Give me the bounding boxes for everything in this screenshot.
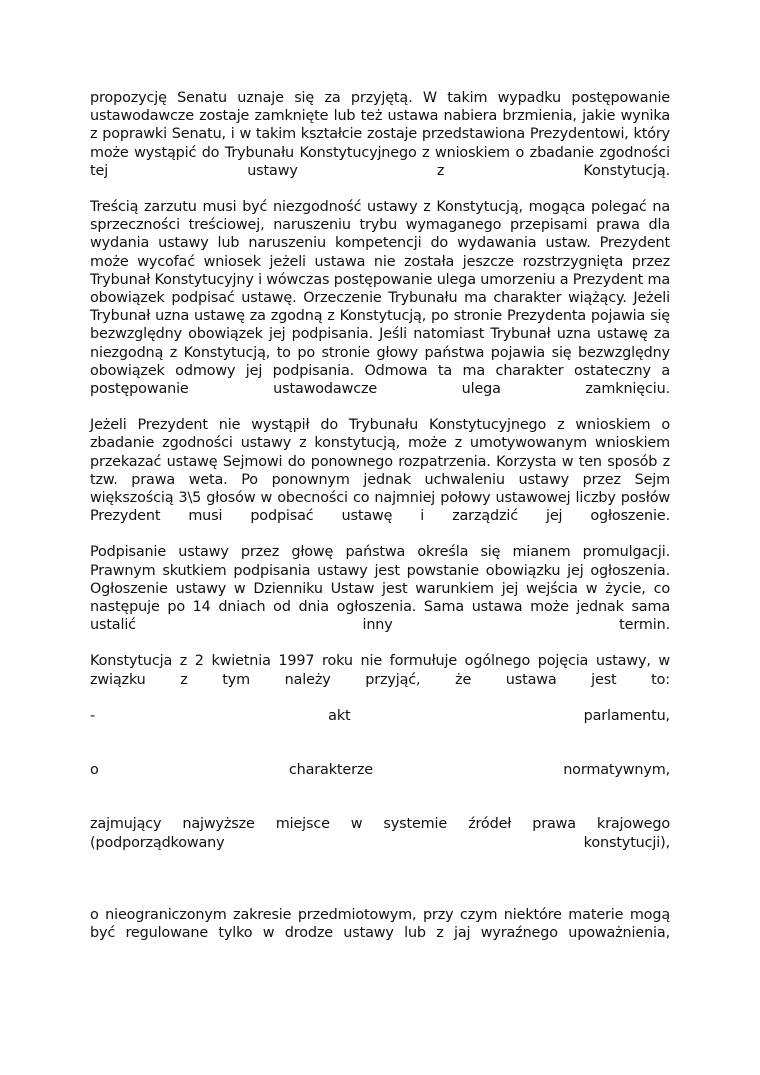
- list-item-highest-place: zajmujący najwyższe miejsce w systemie źródeł prawa krajowego (podporządkowany konstytucji),: [90, 816, 670, 851]
- list-item-normative-character: o charakterze normatywnym,: [90, 762, 670, 779]
- paragraph-senate-proposal: propozycję Senatu uznaje się za przyjętą. W takim wypadku postępowanie ustawodawcze zostaje zamknięte lub też ustawa nabiera brzmienia, jakie wynika z poprawki Senatu, i w takim kształcie zostaje przedstawiona Prezydentowi, który może wystąpić do Trybunału Konstytucyjnego z wnioskiem o zbadanie zgodności tej ustawy z Konstytucją.: [90, 90, 670, 179]
- paragraph-constitution-definition: Konstytucja z 2 kwietnia 1997 roku nie formułuje ogólnego pojęcia ustawy, w związku z tym należy przyjąć, że ustawa jest to:: [90, 653, 670, 688]
- document-page: [90, 89, 670, 942]
- list-item-act-of-parliament: - akt parlamentu,: [90, 707, 670, 724]
- paragraph-veto: Jeżeli Prezydent nie wystąpił do Trybunału Konstytucyjnego z wnioskiem o zbadanie zgodności ustawy z konstytucją, może z umotywowanym wnioskiem przekazać ustawę Sejmowi do ponownego rozpatrzenia. Korzysta w ten sposób z tzw. prawa weta. Po ponownym jednak uchwaleniu ustawy przez Sejm większością 3\5 głosów w obecności co najmniej połowy ustawowej liczby posłów Prezydent musi podpisać ustawę i zarządzić jej ogłoszenie.: [90, 417, 670, 525]
- paragraph-promulgation: Podpisanie ustawy przez głowę państwa określa się mianem promulgacji. Prawnym skutkiem podpisania ustawy jest powstanie obowiązku jej ogłoszenia. Ogłoszenie ustawy w Dzienniku Ustaw jest warunkiem jej wejścia w życie, co następuje po 14 dniach od dnia ogłoszenia. Sama ustawa może jednak sama ustalić inny termin.: [90, 544, 670, 634]
- list-item-unlimited-scope: o nieograniczonym zakresie przedmiotowym, przy czym niektóre materie mogą być regulowane tylko w drodze ustawy lub z jaj wyraźnego upoważnienia,: [90, 906, 670, 941]
- paragraph-objection-content: Treścią zarzutu musi być niezgodność ustawy z Konstytucją, mogąca polegać na sprzeczności treściowej, naruszeniu trybu wymaganego przepisami prawa dla wydania ustawy lub naruszeniu kompetencji do wydawania ustaw. Prezydent może wycofać wniosek jeżeli ustawa nie została jeszcze rozstrzygnięta przez Trybunał Konstytucyjny i wówczas postępowanie ulega umorzeniu a Prezydent ma obowiązek podpisać ustawę. Orzeczenie Trybunału ma charakter wiążący. Jeżeli Trybunał uzna ustawę za zgodną z Konstytucją, po stronie Prezydenta pojawia się bezwzględny obowiązek jej podpisania. Jeśli natomiast Trybunał uzna ustawę za niezgodną z Konstytucją, to po stronie głowy państwa pojawia się bezwzględny obowiązek odmowy jej podpisania. Odmowa ta ma charakter ostateczny a postępowanie ustawodawcze ulega zamknięciu.: [90, 199, 670, 398]
